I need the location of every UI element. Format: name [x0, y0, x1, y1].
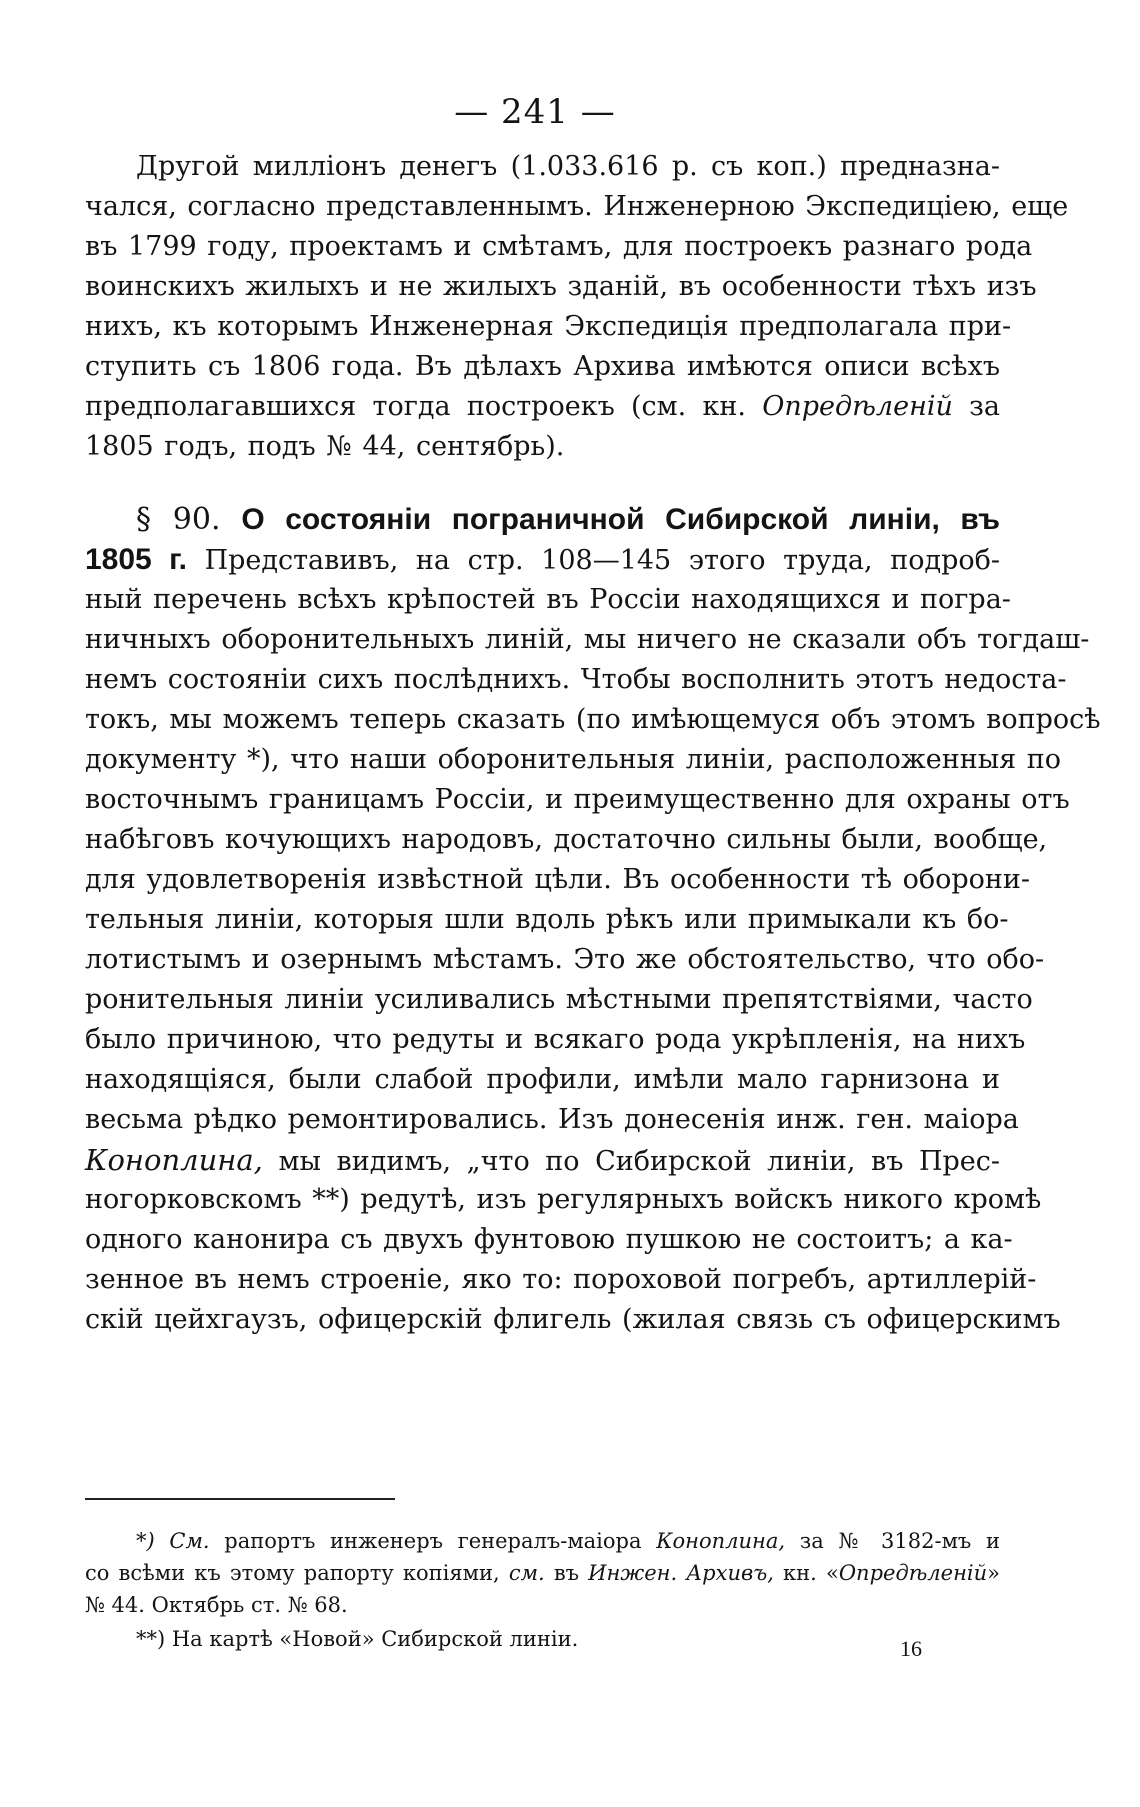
text-run: за — [969, 391, 1000, 422]
text-run: рапортъ инженеръ генералъ-маіора — [224, 1529, 642, 1553]
text-line: одного канонира съ двухъ фунтовою пушкою не состоитъ; а ка- — [85, 1224, 1013, 1255]
text-line: 1805 годъ, подъ № 44, сентябрь). — [85, 431, 565, 462]
text-line: немъ состояніи сихъ послѣднихъ. Чтобы восполнить этотъ недоста- — [85, 664, 1067, 695]
footnote-1-line — [136, 1525, 1000, 1557]
text-run: » — [987, 1561, 1001, 1585]
text-line: набѣговъ кочующихъ народовъ, достаточно сильны были, вообще, — [85, 824, 1048, 855]
text-run: мы видимъ, „что по Сибирской линіи, въ Прес- — [278, 1146, 1001, 1177]
footnote-divider — [85, 1498, 395, 1500]
text-line: ный перечень всѣхъ крѣпостей въ Россіи находящихся и погра- — [85, 584, 1011, 615]
text-line: ногорковскомъ **) редутѣ, изъ регулярныхъ войскъ никого кромѣ — [85, 1184, 1042, 1215]
footnote-1-line: № 44. Октябрь ст. № 68. — [85, 1593, 348, 1617]
footnote-book: Опредѣленій — [838, 1561, 988, 1585]
text-line: весьма рѣдко ремонтировались. Изъ донесенія инж. ген. маіора — [85, 1104, 1019, 1135]
text-line: скій цейхгаузъ, офицерскій флигель (жилая связь съ офицерскимъ — [85, 1304, 1061, 1335]
footnote-see: см. — [508, 1561, 545, 1585]
section-title-year: 1805 г. — [85, 543, 187, 576]
text-run: предполагавшихся тогда построекъ (см. кн. — [85, 391, 746, 422]
text-line: для удовлетворенія извѣстной цѣли. Въ особенности тѣ оборони- — [85, 864, 1031, 895]
text-run: кн. « — [783, 1561, 839, 1585]
text-run: со всѣми къ этому рапорту копіями, — [85, 1561, 500, 1585]
text-line: восточнымъ границамъ Россіи, и преимущественно для охраны отъ — [85, 784, 1070, 815]
signature-mark: 16 — [900, 1636, 922, 1661]
footnote-see: См. — [169, 1529, 210, 1553]
text-line — [85, 1140, 1000, 1182]
footnote-archive: Инжен. Архивъ, — [588, 1561, 774, 1585]
text-line: ступить съ 1806 года. Въ дѣлахъ Архива имѣются описи всѣхъ — [85, 351, 1000, 382]
footnote-name: Коноплина, — [656, 1529, 786, 1553]
text-line: ничныхъ оборонительныхъ линій, мы ничего не сказали объ тогдаш- — [85, 624, 1090, 655]
footnote-2-line: **) На картѣ «Новой» Сибирской линіи. — [136, 1627, 579, 1651]
text-line: находящіяся, были слабой профили, имѣли мало гарнизона и — [85, 1064, 1000, 1095]
text-line: было причиною, что редуты и всякаго рода укрѣпленія, на нихъ — [85, 1024, 1026, 1055]
text-line: воинскихъ жилыхъ и не жилыхъ зданій, въ особенности тѣхъ изъ — [85, 271, 1037, 302]
text-run: за № 3182-мъ и — [799, 1529, 1000, 1553]
text-line: Другой милліонъ денегъ (1.033.616 р. съ коп.) предназна- — [136, 151, 1000, 182]
text-line: ронительныя линіи усиливались мѣстными препятствіями, часто — [85, 984, 1033, 1015]
section-heading-line — [136, 500, 1000, 541]
text-line: въ 1799 году, проектамъ и смѣтамъ, для построекъ разнаго рода — [85, 231, 1033, 262]
text-line: тельныя линіи, которыя шли вдоль рѣкъ или примыкали къ бо- — [85, 904, 1009, 935]
text-run: въ — [553, 1561, 580, 1585]
text-run: Представивъ, на стр. 108—145 этого труда, подроб- — [204, 545, 1000, 576]
text-line — [85, 540, 1000, 581]
text-line: токъ, мы можемъ теперь сказать (по имѣющемуся объ этомъ вопросѣ — [85, 704, 1101, 735]
text-line — [85, 387, 1000, 427]
footnote-mark: *) — [136, 1529, 155, 1553]
footnote-1-line — [85, 1557, 1000, 1589]
italic-name: Коноплина, — [85, 1143, 263, 1177]
text-line: лотистымъ и озернымъ мѣстамъ. Это же обстоятельство, что обо- — [85, 944, 1045, 975]
text-line: зенное въ немъ строеніе, яко то: пороховой погребъ, артиллерій- — [85, 1264, 1037, 1295]
section-sign: § 90. — [136, 502, 221, 537]
text-line: нихъ, къ которымъ Инженерная Экспедиція предполагала при- — [85, 311, 1012, 342]
text-line: документу *), что наши оборонительныя линіи, расположенныя по — [85, 744, 1062, 775]
italic-ref: Опредѣленій — [762, 391, 953, 422]
section-title: О состояніи пограничной Сибирской линіи, въ — [241, 503, 1001, 536]
page-number: — 241 — — [454, 92, 616, 132]
text-line: чался, согласно представленнымъ. Инженерною Экспедиціею, еще — [85, 191, 1069, 222]
